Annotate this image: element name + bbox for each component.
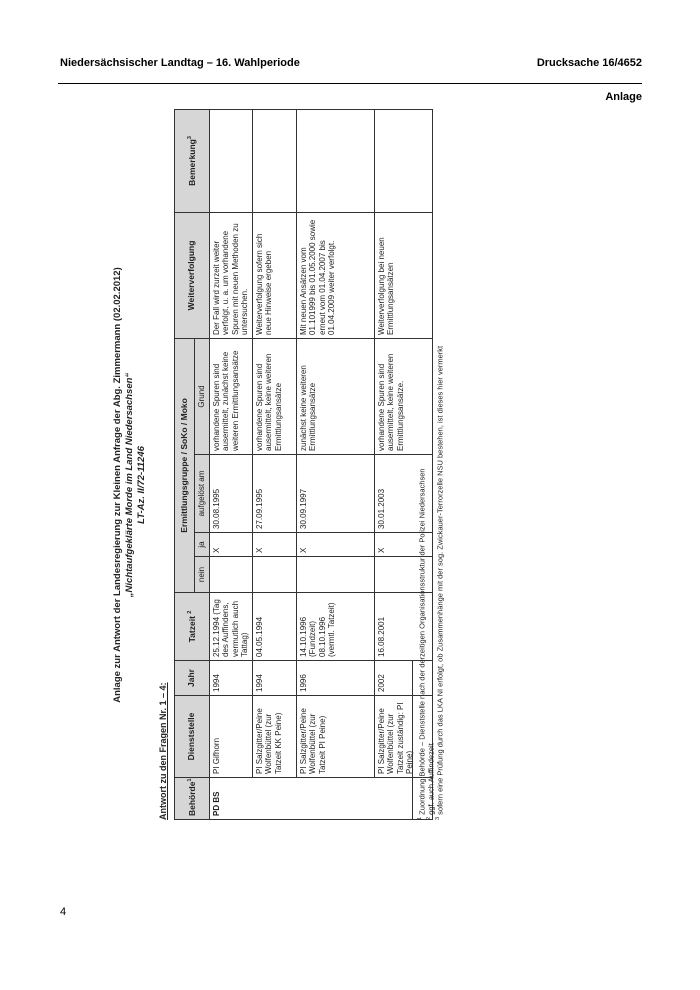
nein-cell [296,557,374,593]
dienststelle-cell: PI Salzgitter/Peine Wolfenbüttel (zur Tatzeit KK Peine) [252,696,296,778]
bemerkung-cell [374,109,432,212]
header-grund: Grund [195,338,210,454]
ja-cell: X [252,533,296,557]
weiterverfolgung-cell: Der Fall wird zurzeit weiter verfolgt, u. a. um vorhandene Spuren mit neuen Methoden zu untersuchen. [209,212,252,338]
footnote: $^2$ ggf. auch Auffindezeit [426,743,436,820]
header-weiterverfolgung: Weiterverfolgung [175,212,210,338]
behoerde-cell: PD BS [209,778,432,820]
footnote: $^1$ Zuordnung Behörde – Dienststelle nach der derzeitigen Organisationsstruktur der Polizei Niedersachsen [417,468,427,820]
header-tatzeit: Tatzeit $^2$ [175,593,210,661]
tatzeit-cell: 16.08.2001 [374,593,432,661]
weiterverfolgung-cell: Mit neuen Ansätzen vom 01.101999 bis 01.05.2000 sowie erneut vom 01.04.2007 bis 01.04.2009 weiter verfolgt. [296,212,374,338]
grund-cell: vorhandene Spuren sind ausermittelt, zunächst keine weiteren Ermittlungsansätze [209,338,252,454]
ja-cell: X [374,533,432,557]
header-aufgeloest: aufgelöst am [195,455,210,533]
jahr-cell: 1996 [296,661,374,696]
dienststelle-cell: PI Salzgitter/Peine Wolfenbüttel (zur Tatzeit zuständig: PI Peine) [374,696,432,778]
header-ermittlungsgruppe: Ermittlungsgruppe / SoKo / Moko [175,338,195,592]
header-ja: ja [195,533,210,557]
jahr-cell: 1994 [252,661,296,696]
aufgeloest-cell: 27.09.1995 [252,455,296,533]
jahr-cell: 1994 [209,661,252,696]
footnote: $^3$ sofern eine Prüfung durch das LKA NI erfolgt, ob Zusammenhänge mit der sog. Zwickauer-Terrorzelle NSU bestehen, ist dieses hier vermerkt [435,345,445,820]
ja-cell: X [209,533,252,557]
footnote-divider [412,660,413,820]
tatzeit-cell: 25.12.1994 (Tag des Auffindens, vermutlich auch Tattag) [209,593,252,661]
grund-cell: zunächst keine weiteren Ermittlungsansätze [296,338,374,454]
header-drucksache: Drucksache 16/4652 [536,57,642,69]
ja-cell: X [296,533,374,557]
aufgeloest-cell: 30.01.2003 [374,455,432,533]
dienststelle-cell: PI Salzgitter/Peine Wolfenbüttel (zur Tatzeit PI Peine) [296,696,374,778]
bemerkung-cell [296,109,374,212]
doc-subtitle: „Nichtaufgeklärte Morde im Land Niedersachsen“ [124,372,135,598]
bemerkung-cell [209,109,252,212]
doc-reference: LT-Az. II/72-11246 [136,446,147,524]
header-bemerkung: Bemerkung$^3$ [175,109,210,212]
dienststelle-cell: PI Gifhorn [209,696,252,778]
weiterverfolgung-cell: Weiterverfolgung bei neuen Ermittlungsansätzen [374,212,432,338]
bemerkung-cell [252,109,296,212]
weiterverfolgung-cell: Weiterverfolgung sofern sich neue Hinweise ergeben [252,212,296,338]
table-row [252,109,296,819]
header-behoerde: Behörde$^1$ [175,778,210,820]
question-heading: Antwort zu den Fragen Nr. 1 – 4: [158,682,168,820]
anlage-label: Anlage [605,91,642,103]
header-divider [58,83,642,84]
nein-cell [209,557,252,593]
grund-cell: vorhandene Spuren sind ausermittelt, keine weiteren Ermittlungsansätze [252,338,296,454]
grund-cell: vorhandene Spuren sind ausermittelt, keine weiteren Ermittlungsansätze. [374,338,432,454]
header-jahr: Jahr [175,661,210,696]
header-nein: nein [195,557,210,593]
nein-cell [252,557,296,593]
jahr-cell: 2002 [374,661,432,696]
cases-table [174,109,433,820]
aufgeloest-cell: 30.08.1995 [209,455,252,533]
table-row [209,109,252,819]
doc-title: Anlage zur Antwort der Landesregierung zur Kleinen Anfrage der Abg. Zimmermann (02.02.2012) [112,267,123,703]
header-dienststelle: Dienststelle [175,696,210,778]
page-number: 4 [60,906,67,918]
aufgeloest-cell: 30.09.1997 [296,455,374,533]
tatzeit-cell: 04.05.1994 [252,593,296,661]
rotated-scan [112,95,522,875]
header-left: Niedersächsischer Landtag – 16. Wahlperiode [60,57,300,69]
tatzeit-cell: 14.10.1996 (Fundzeit) 08.10.1996 (vermtl. Tatzeit) [296,593,374,661]
table-row [296,109,374,819]
